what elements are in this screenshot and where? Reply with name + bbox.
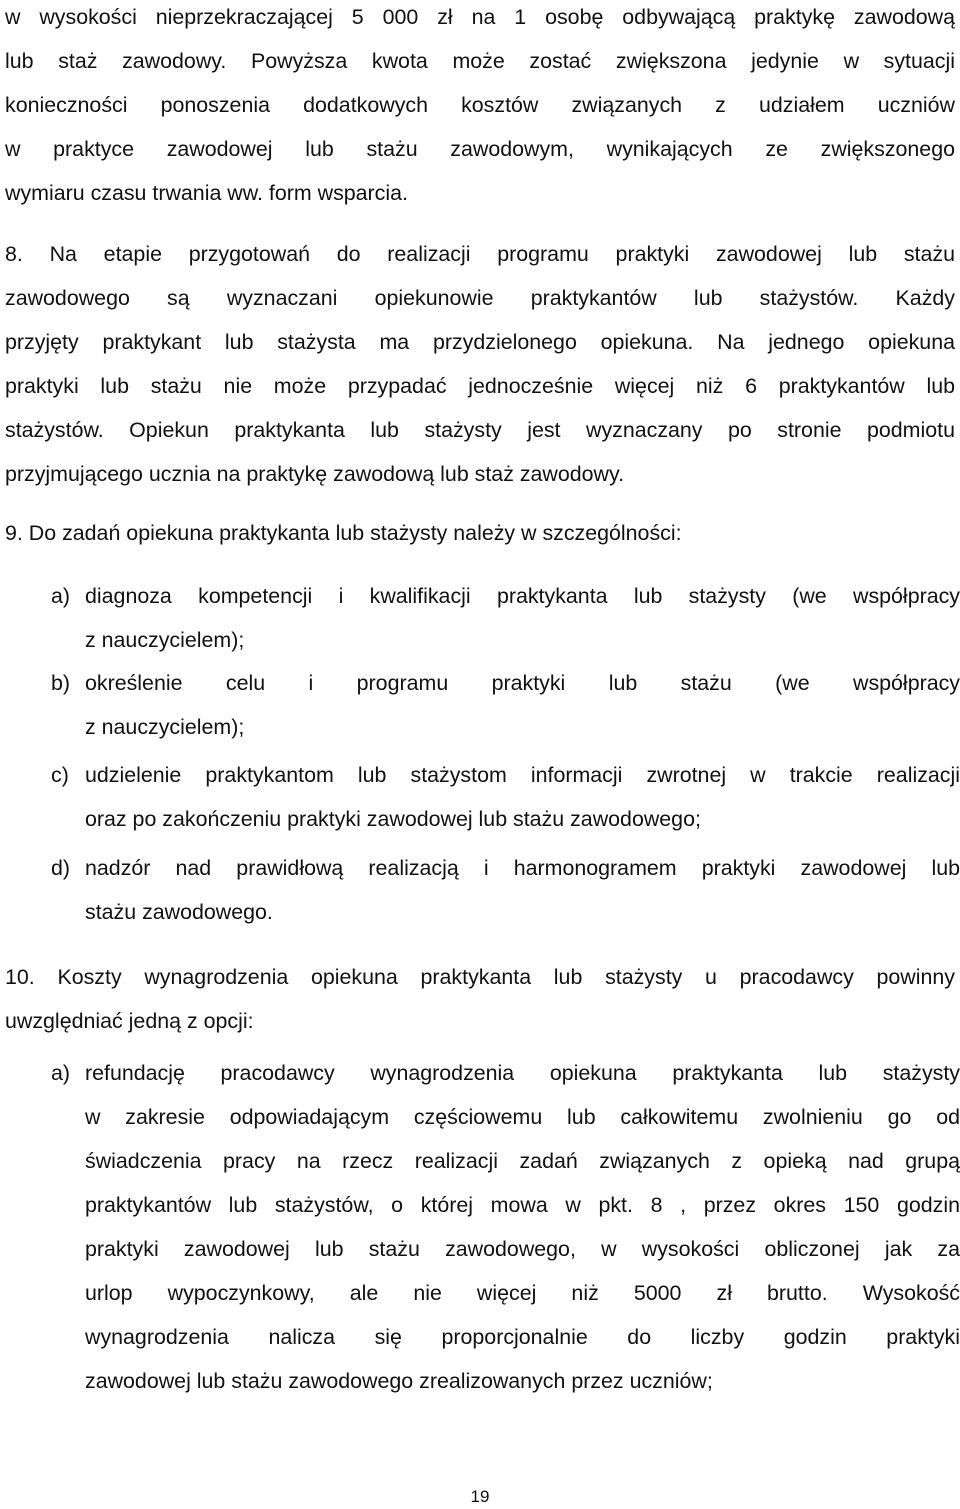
text-line: urlop wypoczynkowy, ale nie więcej niż 5000 zł brutto. Wysokość — [85, 1281, 960, 1305]
text-line: konieczności ponoszenia dodatkowych kosztów związanych z udziałem uczniów — [5, 93, 955, 117]
text-line: nadzór nad prawidłową realizacją i harmonogramem praktyki zawodowej lub — [85, 856, 960, 880]
text-line: określenie celu i programu praktyki lub stażu (we współpracy — [85, 671, 960, 695]
text-line: diagnoza kompetencji i kwalifikacji praktykanta lub stażysty (we współpracy — [85, 584, 960, 608]
list-item-label: a) — [51, 584, 71, 608]
text-line: zawodowej lub stażu zawodowego zrealizowanych przez uczniów; — [85, 1369, 713, 1393]
text-line: praktyki zawodowej lub stażu zawodowego, w wysokości obliczonej jak za — [85, 1237, 960, 1261]
text-line: wynagrodzenia nalicza się proporcjonalnie do liczby godzin praktyki — [85, 1325, 960, 1349]
text-line: oraz po zakończeniu praktyki zawodowej lub stażu zawodowego; — [85, 807, 701, 831]
text-line: z nauczycielem); — [85, 715, 245, 739]
paragraph-9-heading — [5, 518, 955, 562]
text-line: uwzględniać jedną z opcji: — [5, 1009, 254, 1033]
text-line: przyjęty praktykant lub stażysta ma przydzielonego opiekuna. Na jednego opiekuna — [5, 330, 955, 354]
text-line: 9. Do zadań opiekuna praktykanta lub stażysty należy w szczególności: — [5, 521, 682, 545]
text-line: przyjmującego ucznia na praktykę zawodową lub staż zawodowy. — [5, 462, 625, 486]
text-line: wymiaru czasu trwania ww. form wsparcia. — [5, 181, 408, 205]
text-line: lub staż zawodowy. Powyższa kwota może zostać zwiększona jedynie w sytuacji — [5, 49, 955, 73]
text-line: refundację pracodawcy wynagrodzenia opiekuna praktykanta lub stażysty — [85, 1061, 960, 1085]
text-line: 10. Koszty wynagrodzenia opiekuna praktykanta lub stażysty u pracodawcy powinny — [5, 965, 955, 989]
list-item-label: d) — [51, 856, 71, 880]
text-line: udzielenie praktykantom lub stażystom informacji zwrotnej w trakcie realizacji — [85, 763, 960, 787]
text-line: stażu zawodowego. — [85, 900, 273, 924]
text-line: zawodowego są wyznaczani opiekunowie praktykantów lub stażystów. Każdy — [5, 286, 955, 310]
list-item-label: b) — [51, 671, 71, 695]
paragraph-10 — [5, 962, 955, 1050]
text-line: stażystów. Opiekun praktykanta lub stażysty jest wyznaczany po stronie podmiotu — [5, 418, 955, 442]
list-item-label: a) — [51, 1061, 71, 1085]
text-line: praktykantów lub stażystów, o której mowa w pkt. 8 , przez okres 150 godzin — [85, 1193, 960, 1217]
text-line: w zakresie odpowiadającym częściowemu lub całkowitemu zwolnieniu go od — [85, 1105, 960, 1129]
text-line: z nauczycielem); — [85, 628, 245, 652]
text-line: praktyki lub stażu nie może przypadać jednocześnie więcej niż 6 praktykantów lub — [5, 374, 955, 398]
text-line: 8. Na etapie przygotowań do realizacji programu praktyki zawodowej lub stażu — [5, 242, 955, 266]
paragraph-8 — [5, 239, 955, 503]
page-number: 19 — [470, 1487, 490, 1506]
text-line: świadczenia pracy na rzecz realizacji zadań związanych z opieką nad grupą — [85, 1149, 960, 1173]
text-line: w praktyce zawodowej lub stażu zawodowym, wynikających ze zwiększonego — [5, 137, 955, 161]
text-line: w wysokości nieprzekraczającej 5 000 zł na 1 osobę odbywającą praktykę zawodową — [5, 5, 955, 29]
intro-paragraph — [5, 2, 955, 222]
list-item-label: c) — [51, 763, 69, 787]
